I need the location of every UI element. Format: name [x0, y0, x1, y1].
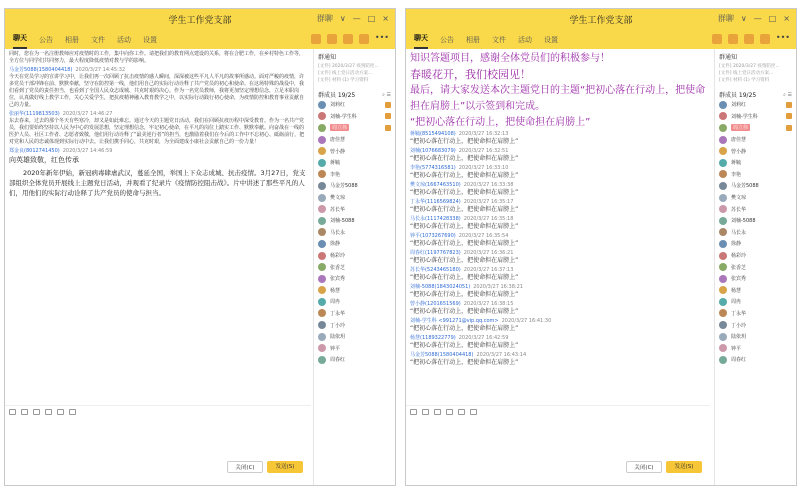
member-name: 刘楠-5088 [731, 218, 756, 225]
message-text: “把初心落在行动上，把使命担在肩膀上” [410, 342, 519, 349]
avatar [719, 252, 727, 260]
tab-files[interactable]: 文件 [91, 36, 105, 44]
dropdown-icon[interactable]: ∨ [339, 14, 346, 23]
member-name: 蒋毓 [731, 160, 742, 167]
member-item[interactable] [318, 134, 391, 146]
avatar [318, 159, 326, 167]
avatar [318, 147, 326, 155]
folder-icon[interactable] [33, 409, 40, 415]
window-title: 学生工作党支部 [569, 16, 633, 26]
member-item[interactable] [719, 238, 792, 250]
message-sender[interactable]: 刘楠-5088(1843024051) 2020/3/27 16:38:21 [410, 284, 523, 290]
history-icon[interactable] [470, 409, 477, 415]
message-sender[interactable]: 曾小静(1201651569) 2020/3/27 16:38:15 [410, 301, 514, 307]
member-item[interactable] [318, 319, 391, 331]
member-name: 周春红 [731, 357, 747, 364]
avatar [318, 217, 326, 225]
avatar [719, 147, 727, 155]
close-window-button[interactable]: × [382, 14, 389, 23]
member-item[interactable] [719, 331, 792, 343]
avatar [719, 136, 727, 144]
avatar [719, 217, 727, 225]
tab-activity[interactable]: 活动 [117, 36, 131, 44]
avatar [318, 170, 326, 178]
avatar [719, 344, 727, 352]
message-sender[interactable]: 杨慧(1189322779) 2020/3/27 16:42:59 [410, 335, 509, 341]
checkin-message [410, 250, 706, 265]
chat-window-right [405, 8, 797, 486]
member-item[interactable] [318, 285, 391, 297]
avatar [719, 101, 727, 109]
close-window-button[interactable]: × [783, 14, 790, 23]
checkin-message [410, 335, 706, 350]
member-name: 张宾秀 [731, 276, 747, 283]
chat-history[interactable] [5, 49, 311, 409]
add-member-icon[interactable] [359, 34, 369, 44]
member-search-icon[interactable]: ⌕ ☰ [382, 91, 391, 98]
message-sender[interactable]: 李艳(5774316581) 2020/3/27 16:33:10 [410, 165, 509, 171]
message-sender[interactable]: 钟平(1073267690) 2020/3/27 16:35:54 [410, 233, 509, 239]
voice-call-icon[interactable] [712, 34, 722, 44]
image-icon[interactable] [45, 409, 52, 415]
member-item[interactable] [318, 169, 391, 181]
member-name: 曾小静 [330, 148, 346, 155]
message-text: “把初心落在行动上，把使命担在肩膀上” [410, 274, 519, 281]
video-call-icon[interactable] [327, 34, 337, 44]
member-item[interactable] [719, 145, 792, 157]
avatar [719, 263, 727, 271]
admin-badge-icon [385, 113, 391, 119]
message-text: “把初心落在行动上，把使命担在肩膀上” [410, 257, 519, 264]
avatar [318, 321, 326, 329]
member-name: 周冉 [731, 299, 742, 306]
member-item[interactable] [318, 122, 391, 134]
member-name: 张香芝 [731, 264, 747, 271]
voice-call-icon[interactable] [311, 34, 321, 44]
member-item[interactable] [318, 227, 391, 239]
group-chat-label[interactable]: 群聊 [717, 14, 734, 23]
announcement-item[interactable]: [文件] 2020/3/27 疫情防控... [318, 64, 379, 69]
image-icon[interactable] [446, 409, 453, 415]
member-item[interactable] [719, 157, 792, 169]
announcement-item[interactable]: [文件] 材料 (1) 学习资料 [719, 78, 770, 83]
member-item[interactable] [719, 227, 792, 239]
member-item[interactable] [719, 99, 792, 111]
announcement-item[interactable]: [文件] 材料 (1) 学习资料 [318, 78, 369, 83]
avatar [318, 309, 326, 317]
avatar [719, 194, 727, 202]
member-name: 刘楠-5088 [330, 218, 355, 225]
member-name: 丁小玲 [731, 322, 747, 329]
title-bar[interactable] [406, 9, 796, 31]
member-item[interactable] [719, 296, 792, 308]
member-item[interactable] [318, 331, 391, 343]
window-controls [718, 13, 790, 24]
avatar [719, 298, 727, 306]
send-button[interactable]: 发送(S) [267, 461, 303, 473]
member-name: 徐静 [330, 241, 341, 248]
avatar [318, 228, 326, 236]
checkin-message [410, 165, 706, 180]
message-text: “把初心落在行动上，把使命担在肩膀上” [410, 223, 519, 230]
avatar [318, 344, 326, 352]
announcement-title: 群通知 [719, 54, 738, 61]
minimize-button[interactable]: — [352, 14, 361, 23]
checkin-message [410, 131, 706, 146]
member-item[interactable] [318, 261, 391, 273]
close-button[interactable]: 关闭(C) [626, 461, 662, 473]
avatar [318, 275, 326, 283]
member-header: 群成员 19/25 ⌕ ☰ [318, 91, 391, 99]
input-toolbar [406, 405, 710, 417]
avatar [719, 205, 727, 213]
window-title: 学生工作党支部 [168, 16, 232, 26]
member-item[interactable] [318, 342, 391, 354]
message-sender[interactable]: 刘楠-学生科 <991271@vip.qq.com> 2020/3/27 16:41:30 [410, 318, 552, 324]
member-name: 苏长华 [731, 206, 747, 213]
member-name: 马长永 [330, 229, 346, 236]
message-sender[interactable]: 丁永华(1116569824) 2020/3/27 16:35:17 [410, 199, 514, 205]
member-item[interactable] [719, 180, 792, 192]
message-text: 今天在党员学习的宣讲学习中，让我们再一次回顾了抗击疫情的感人瞬间，深深被这些平凡人平凡的故事所感动。面对严峻的疫情，许多党员干部冲锋在前、默默奉献，坚守在防控第一线，他们用自己的实际行动诠释了共产党员的初心和使命。在这场特殊的战役中，我们看到了党员的责任担当，也看到了全国人民众志成城、共克时艰的决心。作为一名党员教师，我将更加坚定理想信念，立足本职岗位，认真做好线上教学工作，关心关爱学生，把抗疫精神融入教育教学之中，以实际行动践行初心使命，为疫情防控和教育事业贡献自己的力量。 [9, 74, 305, 108]
group-chat-label[interactable]: 群聊 [316, 14, 333, 23]
scissors-icon[interactable] [422, 409, 429, 415]
message-text: “把初心落在行动上，把使命担在肩膀上” [410, 206, 519, 213]
message-text: “把初心落在行动上，把使命担在肩膀上” [410, 240, 519, 247]
title-bar[interactable] [5, 9, 395, 31]
message-input[interactable] [406, 417, 710, 485]
avatar [318, 298, 326, 306]
highlight-text: 春暖花开，我们校园见！ [410, 68, 531, 81]
avatar [719, 333, 727, 341]
member-item[interactable] [719, 261, 792, 273]
dropdown-icon[interactable]: ∨ [740, 14, 747, 23]
member-item[interactable] [318, 192, 391, 204]
avatar [318, 286, 326, 294]
more-icon[interactable]: ••• [374, 33, 389, 42]
member-name: 杨彩玲 [731, 253, 747, 260]
checkin-message [410, 301, 706, 316]
tab-settings[interactable]: 设置 [143, 36, 157, 44]
member-name: 李艳 [330, 171, 341, 178]
tab-announcement[interactable]: 公告 [39, 36, 53, 44]
member-name: 马长永 [731, 229, 747, 236]
avatar [719, 124, 727, 132]
mic-icon[interactable] [57, 409, 64, 415]
avatar [719, 286, 727, 294]
member-name: 周冉 [330, 299, 341, 306]
screen-share-icon[interactable] [744, 34, 754, 44]
member-name: 刘楠-学生科 [731, 113, 758, 120]
tab-album[interactable]: 相册 [466, 36, 480, 44]
message-sender[interactable]: 马金芳5088(1580404418) 2020/3/27 16:43:14 [410, 352, 527, 358]
message-sender[interactable]: 郑金良(8012741450) 2020/3/27 14:46:59 [9, 148, 113, 154]
message-sender[interactable]: 樊文琼(1667463510) 2020/3/27 16:33:38 [410, 182, 514, 188]
message-text: 同时，您在为一名注册教师应对疫情时的工作，集中向你工作。请把我们的教育网点建设的关系，将在合肥工作，在乡村特色工作等，全方位与同学们共同努力，最大程度降低疫情对教与学的影响。 [9, 51, 305, 64]
member-list[interactable] [318, 99, 391, 366]
member-name: 樊文琼 [330, 195, 346, 202]
checkin-message [410, 216, 706, 231]
emoji-icon[interactable] [410, 409, 417, 415]
message-text: “把初心落在行动上，把使命担在肩膀上” [410, 172, 519, 179]
announcement-item[interactable]: [文件] 2020/3/27 疫情防控... [719, 64, 780, 69]
maximize-button[interactable]: □ [768, 14, 777, 23]
message-text: 向英雄致敬，红色传承 [9, 156, 79, 164]
member-header: 群成员 19/25 ⌕ ☰ [719, 91, 792, 99]
message-text: 东去春来，过去的那个冬天有些寒冷，却又是如此难忘。通过今天的主题党日活动，我们在回顾抗疫历程中深受教育。作为一名共产党员，我们要始终坚持以人民为中心的发展思想，坚定理想信念，牢记初心使命，在平凡的岗位上踏实工作、默默奉献。向奋战在一线的医护人员、社区工作者、志愿者致敬，他们用行动诠释了“最美逆行者”的担当，也激励着我们在今后的工作中不忘初心、砥砺前行，把对党和人民的忠诚体现到实际行动中去。让我们携手同心，共克时艰，为全面建成小康社会贡献自己的一份力量！ [9, 118, 305, 145]
toolbar [311, 34, 389, 44]
member-name: 李艳 [731, 171, 742, 178]
admin-badge-icon [385, 102, 391, 108]
avatar [318, 240, 326, 248]
tab-chat[interactable]: 聊天 [13, 33, 27, 49]
admin-badge-icon [385, 125, 391, 131]
group-sidebar [313, 49, 395, 485]
checkin-message [410, 182, 706, 197]
member-name: 曾小静 [731, 148, 747, 155]
avatar [318, 136, 326, 144]
member-item[interactable] [318, 157, 391, 169]
avatar [318, 101, 326, 109]
checkin-message [410, 148, 706, 163]
more-icon[interactable]: ••• [775, 33, 790, 42]
message-sender[interactable]: 周春红(1197767823) 2020/3/27 16:36:21 [410, 250, 514, 256]
message [9, 111, 307, 146]
tab-bar [406, 31, 796, 49]
checkin-message [410, 233, 706, 248]
checkin-list [410, 131, 706, 367]
avatar [719, 112, 727, 120]
member-item[interactable] [719, 354, 792, 366]
message-sender[interactable]: 张丽华(1119813503) 2020/3/27 14:46:27 [9, 111, 113, 117]
member-item[interactable] [719, 215, 792, 227]
avatar [719, 159, 727, 167]
chat-history[interactable] [406, 49, 710, 409]
member-name: 周立伟 [733, 125, 749, 132]
member-name: 张宾秀 [330, 276, 346, 283]
checkin-message [410, 199, 706, 214]
member-item[interactable] [719, 169, 792, 181]
message [9, 148, 307, 198]
member-item[interactable] [719, 111, 792, 123]
member-item[interactable] [318, 250, 391, 262]
message-text: “把初心落在行动上，把使命担在肩膀上” [410, 189, 519, 196]
member-name: 杨慧 [330, 287, 341, 294]
member-name: 陆依玥 [731, 334, 747, 341]
admin-badge-icon [786, 102, 792, 108]
announcement-item[interactable]: [文件] 线上党日活动方案... [719, 71, 774, 76]
message-sender[interactable]: 蒋毓(8515494108) 2020/3/27 16:32:13 [410, 131, 509, 137]
member-item[interactable] [719, 250, 792, 262]
avatar [318, 112, 326, 120]
avatar [318, 333, 326, 341]
video-call-icon[interactable] [728, 34, 738, 44]
message-sender[interactable]: 马长永(1117428338) 2020/3/27 16:35:18 [410, 216, 514, 222]
avatar [318, 263, 326, 271]
member-search-icon[interactable]: ⌕ ☰ [783, 91, 792, 98]
avatar [318, 124, 326, 132]
chat-window-left [4, 8, 396, 486]
message-text: “把初心落在行动上，把使命担在肩膀上” [410, 359, 519, 366]
tab-announcement[interactable]: 公告 [440, 36, 454, 44]
avatar [719, 309, 727, 317]
member-name: 刘莉红 [330, 102, 346, 109]
member-name: 钟平 [330, 345, 341, 352]
member-item[interactable] [318, 296, 391, 308]
member-name: 周立伟 [332, 125, 348, 132]
avatar [318, 252, 326, 260]
tab-album[interactable]: 相册 [65, 36, 79, 44]
member-name: 钟平 [731, 345, 742, 352]
member-name: 丁小玲 [330, 322, 346, 329]
announcement-item[interactable]: [文件] 线上党日活动方案... [318, 71, 373, 76]
highlight-text: 最后，请大家发送本次主题党日的主题“把初心落在行动上，把使命担在肩膀上”以示签到和完成。 [410, 85, 706, 112]
avatar [318, 205, 326, 213]
member-name: 徐静 [731, 241, 742, 248]
member-name: 周春红 [330, 357, 346, 364]
member-name: 丁永华 [330, 310, 346, 317]
avatar [719, 228, 727, 236]
member-item[interactable] [719, 273, 792, 285]
minimize-button[interactable]: — [753, 14, 762, 23]
screen-share-icon[interactable] [343, 34, 353, 44]
member-name: 张香芝 [330, 264, 346, 271]
emoji-icon[interactable] [9, 409, 16, 415]
member-name: 唐佳慧 [731, 137, 747, 144]
checkin-message [410, 267, 706, 282]
message-sender[interactable]: 苏长华(5243465180) 2020/3/27 16:37:13 [410, 267, 514, 273]
avatar [318, 182, 326, 190]
tab-files[interactable]: 文件 [492, 36, 506, 44]
member-name: 刘莉红 [731, 102, 747, 109]
admin-badge-icon [786, 125, 792, 131]
maximize-button[interactable]: □ [367, 14, 376, 23]
message [9, 67, 307, 109]
member-name: 杨慧 [731, 287, 742, 294]
toolbar [712, 34, 790, 44]
message-text: “把初心落在行动上，把使命担在肩膀上” [410, 138, 519, 145]
member-name: 苏长华 [330, 206, 346, 213]
member-name: 唐佳慧 [330, 137, 346, 144]
member-name: 刘楠-学生科 [330, 113, 357, 120]
article-text: 2020年新年伊始，新冠病毒肆虐武汉，蔓延全国，举国上下众志成城、抗击疫情。3月27日，党支部组织全体党员开展线上主题党日活动，并观看了纪录片《疫情防控阻击战》。片中讲述了那些平凡的人们，用他们的实际行动诠释了共产党员的使命与担当。 [9, 169, 306, 197]
member-item[interactable] [318, 145, 391, 157]
message-text: “把初心落在行动上，把使命担在肩膀上” [410, 325, 519, 332]
message-sender[interactable]: 马金芳5088(1580404418) 2020/3/27 14:45:32 [9, 67, 126, 73]
member-item[interactable] [719, 134, 792, 146]
member-item[interactable] [318, 215, 391, 227]
group-sidebar [714, 49, 796, 485]
admin-badge-icon [786, 113, 792, 119]
avatar [719, 321, 727, 329]
member-item[interactable] [318, 99, 391, 111]
message-input[interactable] [5, 417, 311, 485]
history-icon[interactable] [69, 409, 76, 415]
avatar [719, 182, 727, 190]
member-name: 丁永华 [731, 310, 747, 317]
send-button[interactable]: 发送(S) [666, 461, 702, 473]
member-name: 马金芳5088 [330, 183, 358, 190]
input-toolbar [5, 405, 311, 417]
avatar [719, 240, 727, 248]
member-list[interactable] [719, 99, 792, 366]
avatar [719, 356, 727, 364]
folder-icon[interactable] [434, 409, 441, 415]
member-item[interactable] [318, 238, 391, 250]
avatar [719, 275, 727, 283]
highlight-text: “把初心落在行动上，把使命担在肩膀上” [410, 117, 591, 128]
member-item[interactable] [318, 273, 391, 285]
mic-icon[interactable] [458, 409, 465, 415]
member-item[interactable] [719, 203, 792, 215]
member-name: 马金芳5088 [731, 183, 759, 190]
tab-activity[interactable]: 活动 [518, 36, 532, 44]
announcement-panel [318, 52, 391, 84]
checkin-message [410, 352, 706, 367]
member-item[interactable] [719, 122, 792, 134]
member-item[interactable] [318, 354, 391, 366]
close-button[interactable]: 关闭(C) [227, 461, 263, 473]
tab-bar [5, 31, 395, 49]
member-item[interactable] [719, 342, 792, 354]
member-item[interactable] [318, 203, 391, 215]
avatar [318, 356, 326, 364]
message [9, 51, 307, 65]
avatar [719, 170, 727, 178]
message-text: “把初心落在行动上，把使命担在肩膀上” [410, 155, 519, 162]
message-sender[interactable]: 刘楠(1076683079) 2020/3/27 16:32:51 [410, 148, 509, 154]
scissors-icon[interactable] [21, 409, 28, 415]
window-controls [317, 13, 389, 24]
avatar [318, 194, 326, 202]
member-name: 樊文琼 [731, 195, 747, 202]
member-item[interactable] [719, 285, 792, 297]
member-item[interactable] [719, 308, 792, 320]
tab-settings[interactable]: 设置 [544, 36, 558, 44]
member-name: 蒋毓 [330, 160, 341, 167]
message-text: “把初心落在行动上，把使命担在肩膀上” [410, 291, 519, 298]
member-item[interactable] [318, 308, 391, 320]
member-name: 杨彩玲 [330, 253, 346, 260]
highlight-text: 知识答题项目，感谢全体党员们的积极参与！ [410, 53, 610, 64]
member-name: 陆依玥 [330, 334, 346, 341]
message-text: “把初心落在行动上，把使命担在肩膀上” [410, 308, 519, 315]
announcement-panel [719, 52, 792, 84]
checkin-message [410, 284, 706, 299]
member-item[interactable] [719, 319, 792, 331]
announcement-title: 群通知 [318, 54, 337, 61]
tab-chat[interactable]: 聊天 [414, 33, 428, 49]
member-item[interactable] [719, 192, 792, 204]
member-item[interactable] [318, 111, 391, 123]
add-member-icon[interactable] [760, 34, 770, 44]
checkin-message [410, 318, 706, 333]
member-item[interactable] [318, 180, 391, 192]
